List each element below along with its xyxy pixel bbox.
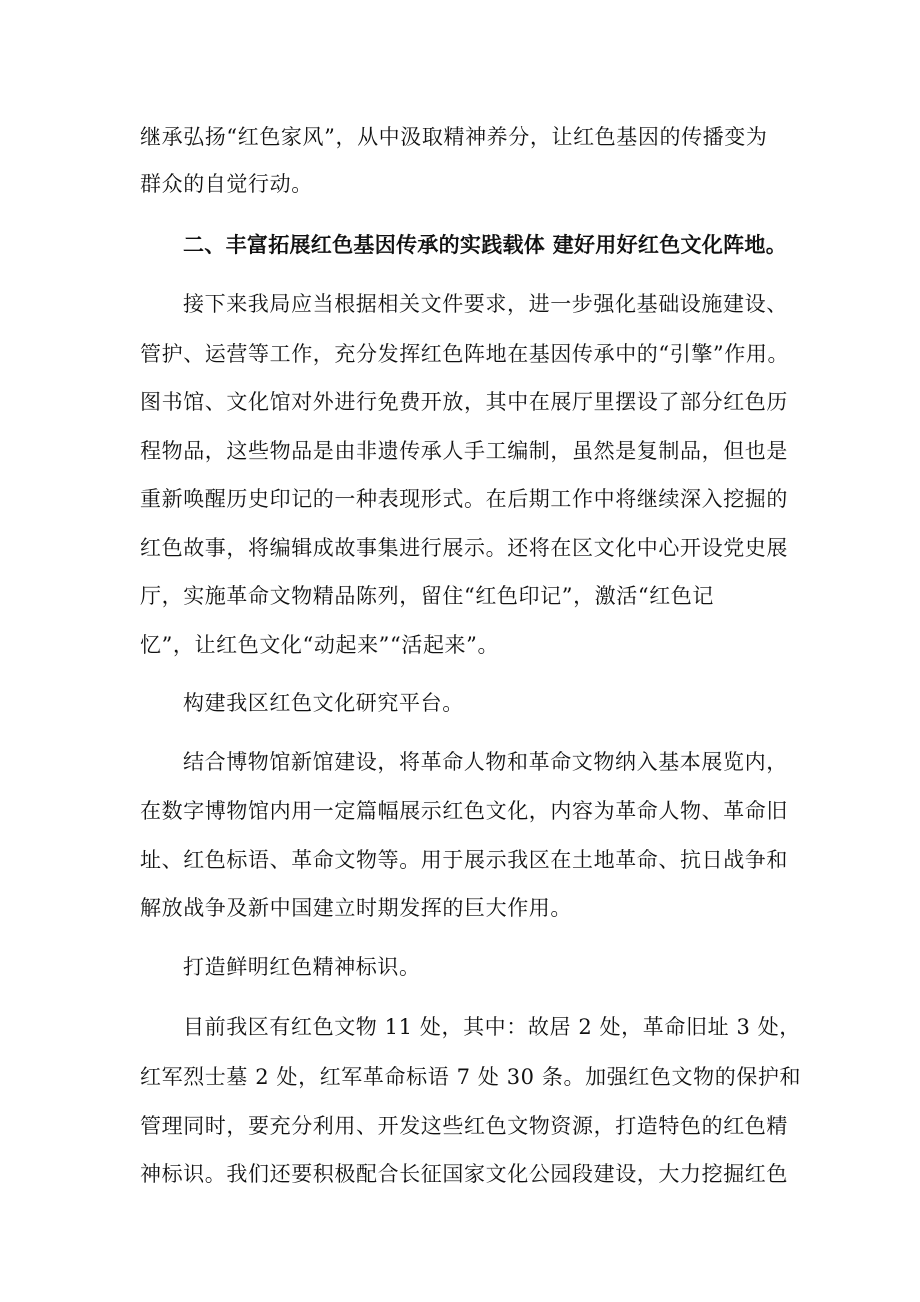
paragraph-line: 接下来我局应当根据相关文件要求，进一步强化基础设施建设、 [183, 292, 788, 316]
paragraph-line: 红军烈士墓 2 处，红军革命标语 7 处 30 条。加强红色文物的保护和 [140, 1065, 802, 1089]
paragraph-line: 红色故事，将编辑成故事集进行展示。还将在区文化中心开设党史展 [140, 536, 788, 560]
section-heading: 二、丰富拓展红色基因传承的实践载体 建好用好红色文化阵地。 [183, 232, 788, 257]
paragraph-line: 程物品，这些物品是由非遗传承人手工编制，虽然是复制品，但也是 [140, 439, 788, 463]
paragraph-line: 在数字博物馆内用一定篇幅展示红色文化，内容为革命人物、革命旧 [140, 799, 788, 823]
paragraph-line: 图书馆、文化馆对外进行免费开放，其中在展厅里摆设了部分红色历 [140, 390, 788, 414]
paragraph-line: 解放战争及新中国建立时期发挥的巨大作用。 [140, 896, 572, 920]
paragraph-line: 目前我区有红色文物 11 处，其中：故居 2 处，革命旧址 3 处， [183, 1015, 801, 1039]
paragraph-line: 继承弘扬“红色家风”，从中汲取精神养分，让红色基因的传播变为 [140, 125, 768, 149]
paragraph-line: 结合博物馆新馆建设，将革命人物和革命文物纳入基本展览内， [183, 750, 788, 774]
subheading: 打造鲜明红色精神标识。 [183, 955, 421, 979]
paragraph-line: 忆”，让红色文化“动起来”“活起来”。 [140, 633, 500, 657]
paragraph-line: 厅，实施革命文物精品陈列，留住“红色印记”，激活“红色记 [140, 584, 715, 608]
paragraph-line: 管理同时，要充分利用、开发这些红色文物资源，打造特色的红色精 [140, 1114, 788, 1138]
subheading: 构建我区红色文化研究平台。 [183, 691, 464, 715]
paragraph-line: 管护、运营等工作，充分发挥红色阵地在基因传承中的“引擎”作用。 [140, 342, 790, 366]
paragraph-line: 重新唤醒历史印记的一种表现形式。在后期工作中将继续深入挖掘的 [140, 487, 788, 511]
paragraph-line: 群众的自觉行动。 [140, 172, 313, 196]
paragraph-line: 址、红色标语、革命文物等。用于展示我区在土地革命、抗日战争和 [140, 848, 788, 872]
paragraph-line: 神标识。我们还要积极配合长征国家文化公园段建设，大力挖掘红色 [140, 1162, 788, 1186]
